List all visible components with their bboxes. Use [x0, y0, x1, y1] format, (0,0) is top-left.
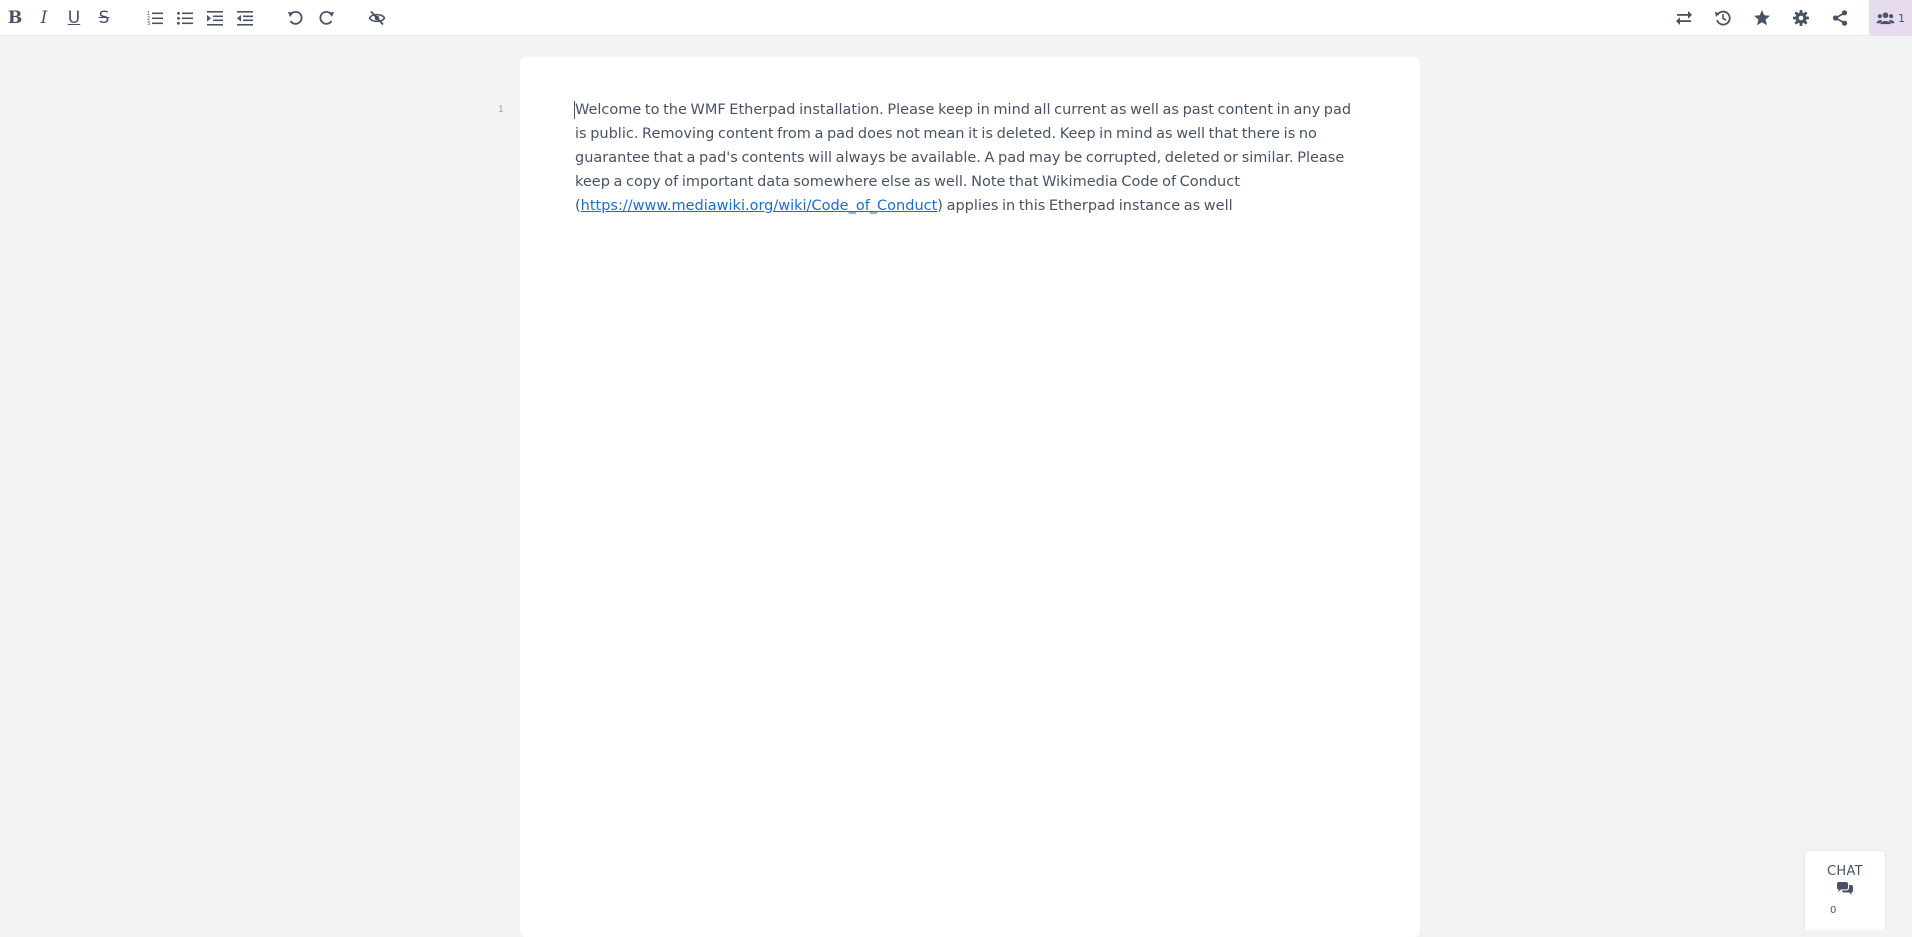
indent-icon: [206, 9, 224, 27]
star-button[interactable]: [1748, 4, 1776, 32]
unordered-list-icon: [176, 9, 194, 27]
underline-button[interactable]: [60, 4, 88, 32]
timeslider-button[interactable]: [1709, 4, 1737, 32]
chat-button[interactable]: [1804, 850, 1886, 930]
outdent-button[interactable]: [231, 4, 259, 32]
history-icon: [1714, 9, 1732, 27]
pad-text-intro: Welcome to the WMF Etherpad installation. Please keep in mind all current as well as past content in any pad is public. Removing content from a pad does not mean it is deleted. Keep in mind as well that there is no guarantee that a pad's contents will always be available. A pad may be corrupted, deleted or similar. Please keep a copy of important data somewhere else as well. Note that Wikimedia Code of Conduct (: [575, 102, 1352, 214]
share-icon: [1831, 9, 1849, 27]
clear-authorship-button[interactable]: [363, 4, 391, 32]
code-of-conduct-link[interactable]: https://www.mediawiki.org/wiki/Code_of_Conduct: [580, 198, 938, 214]
comments-icon: [1836, 881, 1854, 897]
users-button[interactable]: [1869, 0, 1912, 36]
import-export-button[interactable]: [1670, 4, 1698, 32]
star-icon: [1753, 9, 1771, 27]
strikethrough-button[interactable]: [90, 4, 118, 32]
exchange-icon: [1675, 9, 1693, 27]
redo-button[interactable]: [312, 4, 340, 32]
strikethrough-icon: S: [98, 7, 110, 28]
chat-label: CHAT: [1827, 864, 1863, 879]
indent-button[interactable]: [201, 4, 229, 32]
users-icon: [1876, 11, 1895, 26]
ordered-list-button[interactable]: [141, 4, 169, 32]
bold-button[interactable]: [1, 4, 29, 32]
settings-button[interactable]: [1787, 4, 1815, 32]
eye-slash-icon: [368, 9, 386, 27]
italic-button[interactable]: [30, 4, 58, 32]
undo-icon: [287, 9, 305, 27]
share-button[interactable]: [1826, 4, 1854, 32]
italic-icon: I: [40, 7, 48, 28]
redo-icon: [317, 9, 335, 27]
undo-button[interactable]: [282, 4, 310, 32]
underline-icon: U: [67, 7, 81, 28]
ordered-list-icon: [146, 9, 164, 27]
outdent-icon: [236, 9, 254, 27]
chat-unread-count: 0: [1830, 905, 1837, 916]
user-count: 1: [1898, 11, 1905, 25]
line-number: 1: [498, 105, 504, 115]
pad-text-outro: ) applies in this Etherpad instance as well: [937, 198, 1233, 214]
editor-toolbar: [0, 0, 1912, 36]
svg-text:1: 1: [147, 11, 151, 17]
text-caret: [574, 101, 575, 119]
pad-content[interactable]: [575, 98, 1365, 218]
bold-icon: B: [7, 7, 23, 28]
unordered-list-button[interactable]: [171, 4, 199, 32]
svg-text:2: 2: [147, 16, 151, 22]
svg-text:3: 3: [147, 21, 151, 27]
gear-icon: [1792, 9, 1810, 27]
pad-page[interactable]: [520, 57, 1420, 937]
